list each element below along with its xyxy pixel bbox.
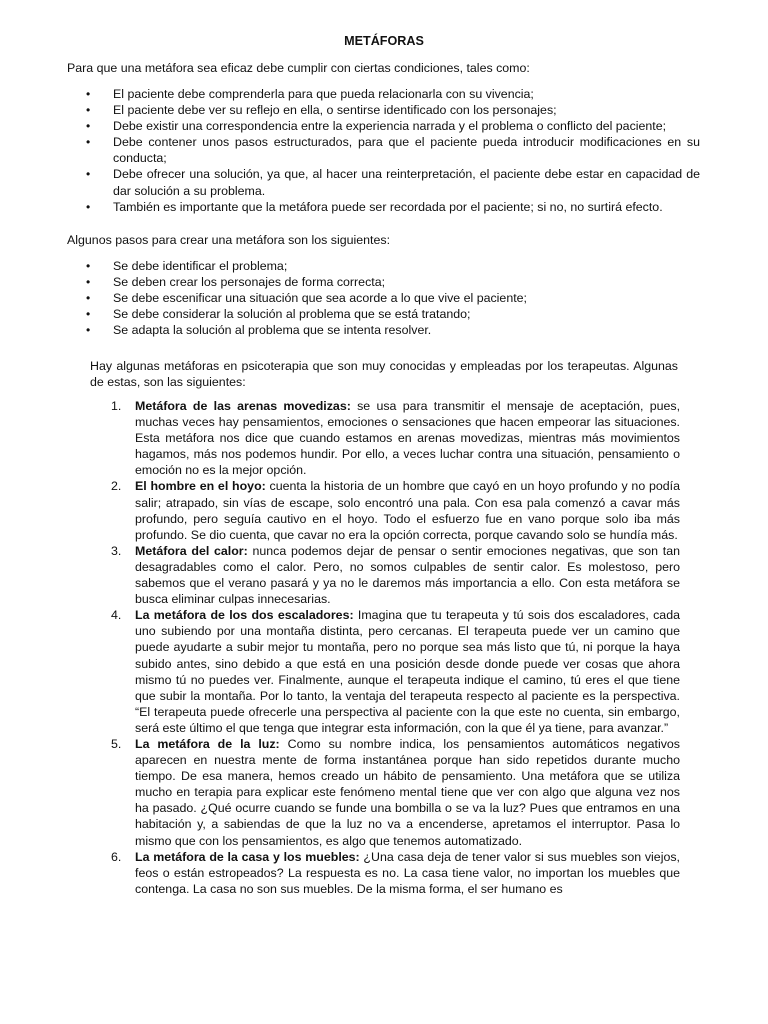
metaphor-text: Imagina que tu terapeuta y tú sois dos escaladores, cada uno subiendo por una montaña distinta, pero cercanas. El terapeuta puede ver un camino que puede ayudarte a subir mejor tu montaña, pero no porque sea más listo que tú, ni porque la haya subido antes, sino debido a que está en una posición desde donde puede ver cosas que ahora mismo tú no puedes ver. Finalmente, aunque el terapeuta indique el camino, tú eres el que tiene que subir la montaña. Por lo tanto, la ventaja del terapeuta respecto al paciente es la perspectiva. “El terapeuta puede ofrecerle una perspectiva al paciente con la que este no cuenta, sin embargo, será este último el que tenga que integrar esta información, con la que él ya tiene, para avanzar.” [135, 608, 680, 735]
list-item: • Se deben crear los personajes de forma correcta; [68, 274, 700, 290]
page-title: METÁFORAS [344, 34, 424, 48]
metaphor-text: Como su nombre indica, los pensamientos automáticos negativos aparecen en nuestra mente de forma instantánea porque han sido repetidos durante mucho tiempo. De esa manera, hemos creado un hábito de pensamiento. Una metáfora que se utiliza mucho en terapia para explicar este fenómeno mental tiene que ver con algo que alguna vez nos ha pasado. ¿Qué ocurre cuando se funde una bombilla o se va la luz? Pues que entramos en una habitación y, a sabiendas de que la luz no va a encenderse, apretamos el interruptor. Pasa lo mismo que con los pensamientos, es algo que tenemos automatizado. [135, 736, 680, 848]
metaphor-item [90, 398, 680, 478]
list-item: • Se adapta la solución al problema que se intenta resolver. [68, 322, 700, 338]
metaphor-title: Metáfora del calor: [135, 543, 248, 558]
list-item: • También es importante que la metáfora puede ser recordada por el paciente; si no, no surtirá efecto. [68, 199, 700, 215]
list-item: • Debe ofrecer una solución, ya que, al hacer una reinterpretación, el paciente debe estar en capacidad de dar solución a su problema. [68, 166, 700, 198]
metaphor-title: El hombre en el hoyo: [135, 479, 266, 494]
list-item: • Debe existir una correspondencia entre la experiencia narrada y el problema o conflicto del paciente; [68, 118, 700, 134]
metaphor-item [90, 607, 680, 736]
steps-intro: Algunos pasos para crear una metáfora son los siguientes: [67, 233, 391, 247]
item-number: 1. [111, 399, 122, 413]
steps-list [68, 258, 700, 338]
item-number: 5. [111, 736, 122, 751]
metaphor-item [90, 736, 680, 849]
metaphors-intro: Hay algunas metáforas en psicoterapia que son muy conocidas y empleadas por los terapeutas. Algunas de estas, son las siguientes: [90, 359, 678, 390]
item-number: 3. [111, 543, 122, 558]
metaphor-title: La metáfora de la luz: [135, 736, 280, 751]
metaphor-item [90, 543, 680, 607]
item-number: 2. [111, 479, 122, 494]
metaphor-text: nunca podemos dejar de pensar o sentir emociones negativas, que son tan desagradables como el calor. Pero, no somos culpables de sentir calor. Es molestoso, pero sabemos que el verano pasará y ya no le daremos más importancia a ello. Con esta metáfora se busca eliminar culpas innecesarias. [135, 543, 681, 607]
metaphor-text: ¿Una casa deja de tener valor si sus muebles son viejos, feos o están estropeados? La respuesta es no. La casa tiene valor, no importan los muebles que contenga. La casa no son sus muebles. De la misma forma, el ser humano es [135, 849, 680, 896]
metaphor-title: La metáfora de los dos escaladores: [135, 608, 354, 623]
conditions-intro: Para que una metáfora sea eficaz debe cumplir con ciertas condiciones, tales como: [67, 61, 530, 75]
metaphor-title: La metáfora de la casa y los muebles: [135, 849, 360, 864]
item-number: 6. [111, 849, 122, 864]
item-number: 4. [111, 608, 122, 623]
metaphor-item [90, 478, 680, 542]
metaphor-text: cuenta la historia de un hombre que cayó en un hoyo profundo y no podía salir; atrapado, sin vías de escape, solo encontró una pala. Con esa pala comenzó a cavar más profundo, pero seguía cautivo en el hoyo. Todo el esfuerzo fue en vano porque solo iba más profundo. Se dio cuenta, que cavar no era la opción correcta, porque cavando solo se hundía más. [135, 479, 680, 542]
metaphor-text: se usa para transmitir el mensaje de aceptación, pues, muchas veces hay pensamientos, emociones o sensaciones que hacen empeorar las situaciones. Esta metáfora nos dice que cuando estamos en arenas movedizas, mientras más movimientos hagamos, más nos podemos hundir. Por ello, a veces luchar contra una situación, pensamiento o emoción no es la mejor opción. [135, 399, 681, 478]
metaphors-list [90, 398, 680, 897]
list-item: • El paciente debe ver su reflejo en ella, o sentirse identificado con los personajes; [68, 102, 700, 118]
conditions-list [68, 86, 700, 215]
metaphor-title: Metáfora de las arenas movedizas: [135, 399, 351, 413]
list-item: • Se debe escenificar una situación que sea acorde a lo que vive el paciente; [68, 290, 700, 306]
list-item: • Se debe considerar la solución al problema que se está tratando; [68, 306, 700, 322]
list-item: • El paciente debe comprenderla para que pueda relacionarla con su vivencia; [68, 86, 700, 102]
list-item: • Debe contener unos pasos estructurados, para que el paciente pueda introducir modificaciones en su conducta; [68, 134, 700, 166]
metaphor-item [90, 849, 680, 897]
list-item: • Se debe identificar el problema; [68, 258, 700, 274]
